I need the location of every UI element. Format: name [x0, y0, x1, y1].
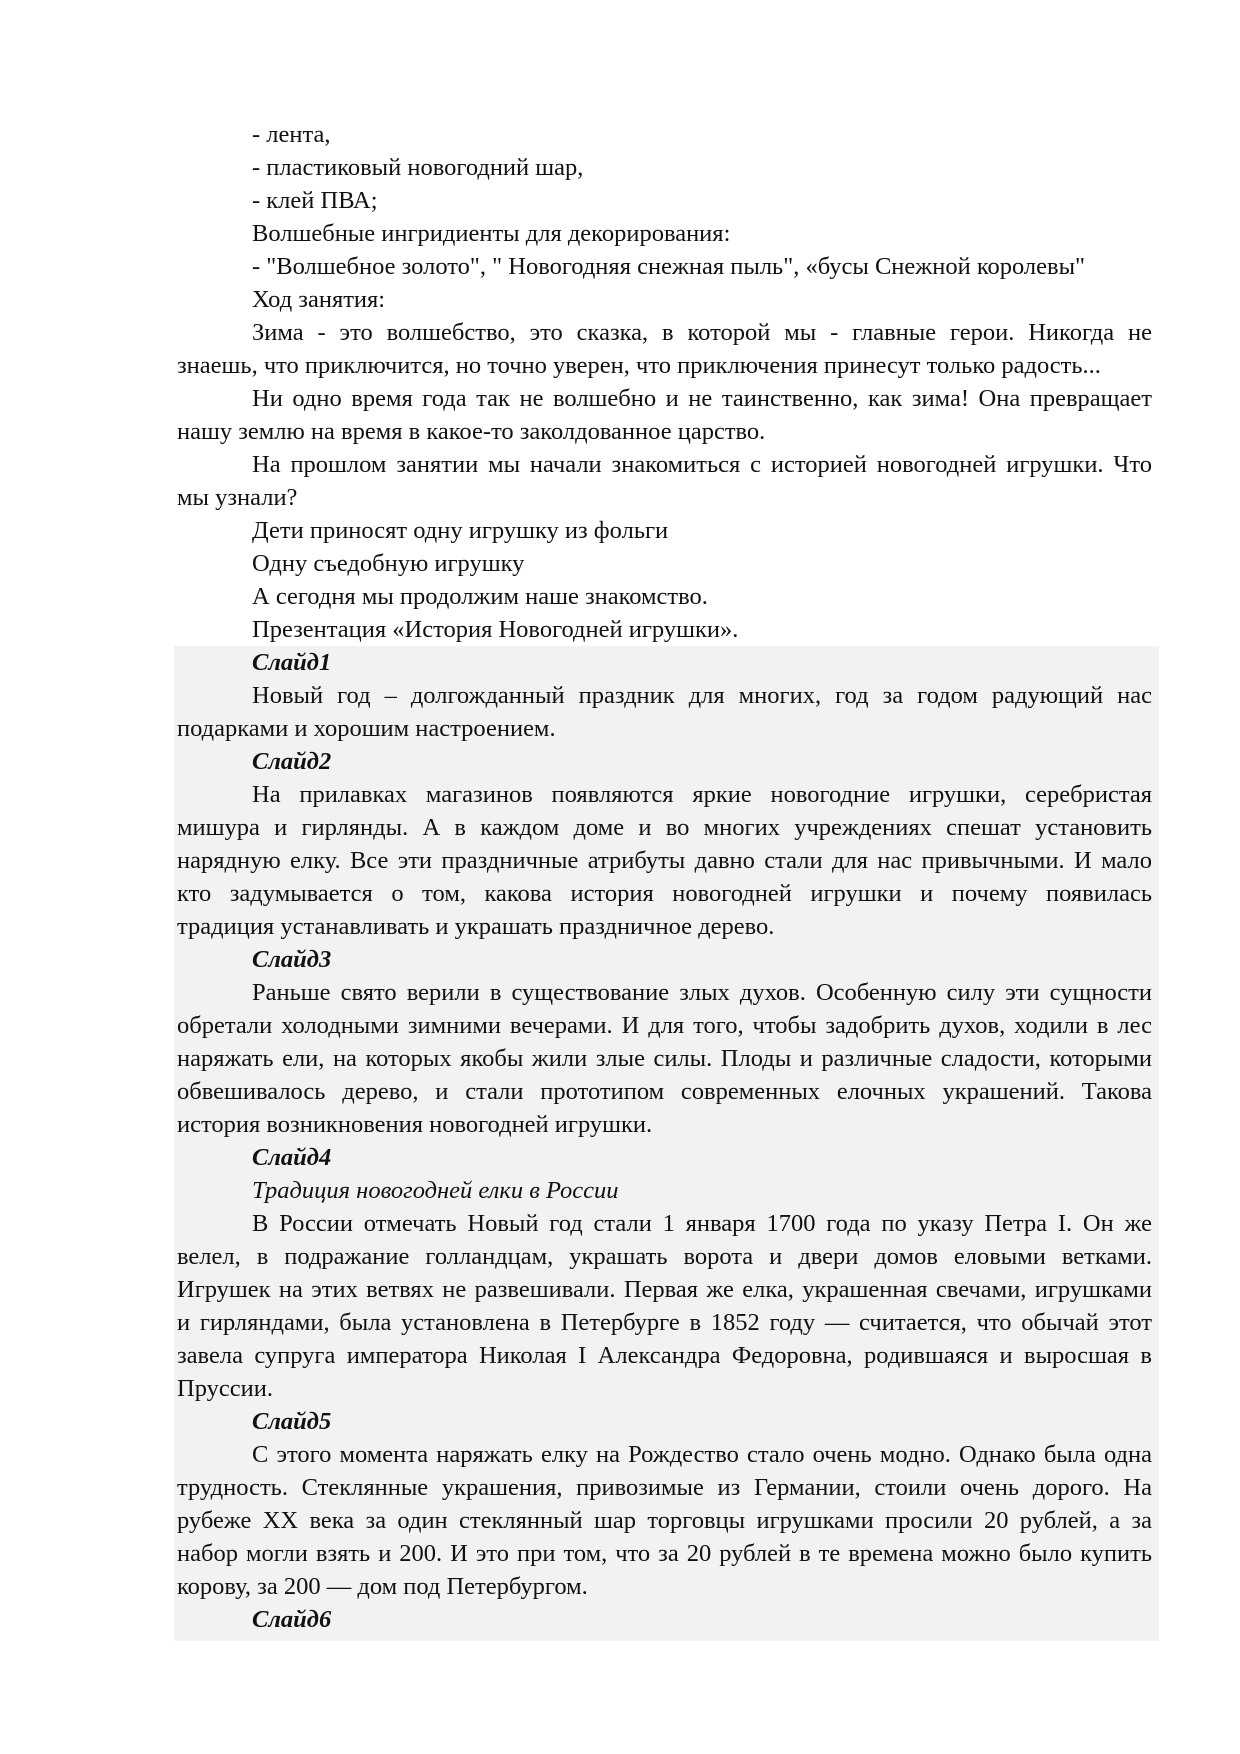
- slide-subtitle: Традиция новогодней елки в России: [252, 1177, 619, 1204]
- slide-title: Слайд5: [252, 1408, 332, 1435]
- slide-line: традиция устанавливать и украшать праздничное дерево.: [177, 913, 775, 940]
- slide-line: история возникновения новогодней игрушки.: [177, 1111, 653, 1138]
- decoration-heading: Волшебные ингридиенты для декорирования:: [252, 220, 731, 247]
- paragraph-line: На прошлом занятии мы начали знакомиться с историей новогодней игрушки. Что: [252, 451, 1152, 478]
- slide-line: кто задумывается о том, какова история новогодней игрушки и почему появилась: [177, 880, 1152, 907]
- lesson-section: [177, 283, 1152, 646]
- slide-line: В России отмечать Новый год стали 1 января 1700 года по указу Петра I. Он же: [252, 1210, 1152, 1237]
- materials-list: [177, 118, 1152, 217]
- slide-line: трудность. Стеклянные украшения, привозимые из Германии, стоили очень дорого. На: [177, 1474, 1152, 1501]
- slide-line: завела супруга императора Николая I Александра Федоровна, родившаяся и выросшая в: [177, 1342, 1152, 1369]
- slide-line: корову, за 200 — дом под Петербургом.: [177, 1573, 588, 1600]
- slide-title: Слайд1: [252, 649, 332, 676]
- slide-block: [177, 745, 1152, 943]
- slide-line: наряжать ели, на которых якобы жили злые силы. Плоды и различные сладости, которыми: [177, 1045, 1152, 1072]
- slide-line: набор могли взять и 200. И это при том, что за 20 рублей в те времена можно было купить: [177, 1540, 1152, 1567]
- slide-block: [177, 1603, 1152, 1636]
- slide-line: обвешивалось дерево, и стали прототипом современных елочных украшений. Такова: [177, 1078, 1152, 1105]
- decoration-items: - "Волшебное золото", " Новогодняя снежная пыль", «бусы Снежной королевы": [252, 253, 1086, 280]
- lesson-note: Дети приносят одну игрушку из фольги: [252, 517, 669, 544]
- slide-line: обретали холодными зимними вечерами. И для того, чтобы задобрить духов, ходили в лес: [177, 1012, 1152, 1039]
- lesson-note: А сегодня мы продолжим наше знакомство.: [252, 583, 708, 610]
- paragraph-line: мы узнали?: [177, 484, 298, 511]
- slide-line: подарками и хорошим настроением.: [177, 715, 556, 742]
- slides-section: [177, 646, 1152, 1636]
- slide-title: Слайд6: [252, 1606, 332, 1633]
- slide-line: и гирляндами, была установлена в Петербурге в 1852 году — считается, что обычай этот: [177, 1309, 1152, 1336]
- material-item: - клей ПВА;: [252, 187, 378, 214]
- material-item: - лента,: [252, 121, 331, 148]
- slide-line: С этого момента наряжать елку на Рождество стало очень модно. Однако была одна: [252, 1441, 1152, 1468]
- decoration-section: [177, 217, 1152, 283]
- slide-line: мишура и гирлянды. А в каждом доме и во многих учреждениях спешат установить: [177, 814, 1152, 841]
- slide-title: Слайд2: [252, 748, 332, 775]
- slide-line: Раньше свято верили в существование злых духов. Особенную силу эти сущности: [252, 979, 1152, 1006]
- document-body: [177, 118, 1152, 1636]
- lesson-paragraph: [177, 448, 1152, 514]
- material-item: - пластиковый новогодний шар,: [252, 154, 584, 181]
- slide-line: Игрушек на этих ветвях не развешивали. Первая же елка, украшенная свечами, игрушками: [177, 1276, 1152, 1303]
- slide-line: На прилавках магазинов появляются яркие новогодние игрушки, серебристая: [252, 781, 1152, 808]
- slide-block: [177, 1141, 1152, 1405]
- slide-title: Слайд3: [252, 946, 332, 973]
- slide-line: рубеже XX века за один стеклянный шар торговцы игрушками просили 20 рублей, а за: [177, 1507, 1152, 1534]
- paragraph-line: Ни одно время года так не волшебно и не таинственно, как зима! Она превращает: [252, 385, 1152, 412]
- paragraph-line: Зима - это волшебство, это сказка, в которой мы - главные герои. Никогда не: [252, 319, 1152, 346]
- slide-block: [177, 646, 1152, 745]
- paragraph-line: знаешь, что приключится, но точно уверен, что приключения принесут только радость...: [177, 352, 1101, 379]
- slide-line: Новый год – долгожданный праздник для многих, год за годом радующий нас: [252, 682, 1152, 709]
- slide-block: [177, 1405, 1152, 1603]
- lesson-paragraph: [177, 316, 1152, 382]
- slide-title: Слайд4: [252, 1144, 332, 1171]
- slide-line: нарядную елку. Все эти праздничные атрибуты давно стали для нас привычными. И мало: [177, 847, 1152, 874]
- paragraph-line: нашу землю на время в какое-то заколдованное царство.: [177, 418, 766, 445]
- lesson-heading: Ход занятия:: [252, 286, 386, 313]
- slide-line: Пруссии.: [177, 1375, 273, 1402]
- lesson-note: Презентация «История Новогодней игрушки».: [252, 616, 739, 643]
- slide-block: [177, 943, 1152, 1141]
- lesson-note: Одну съедобную игрушку: [252, 550, 525, 577]
- lesson-paragraph: [177, 382, 1152, 448]
- slide-line: велел, в подражание голландцам, украшать ворота и двери домов еловыми ветками.: [177, 1243, 1152, 1270]
